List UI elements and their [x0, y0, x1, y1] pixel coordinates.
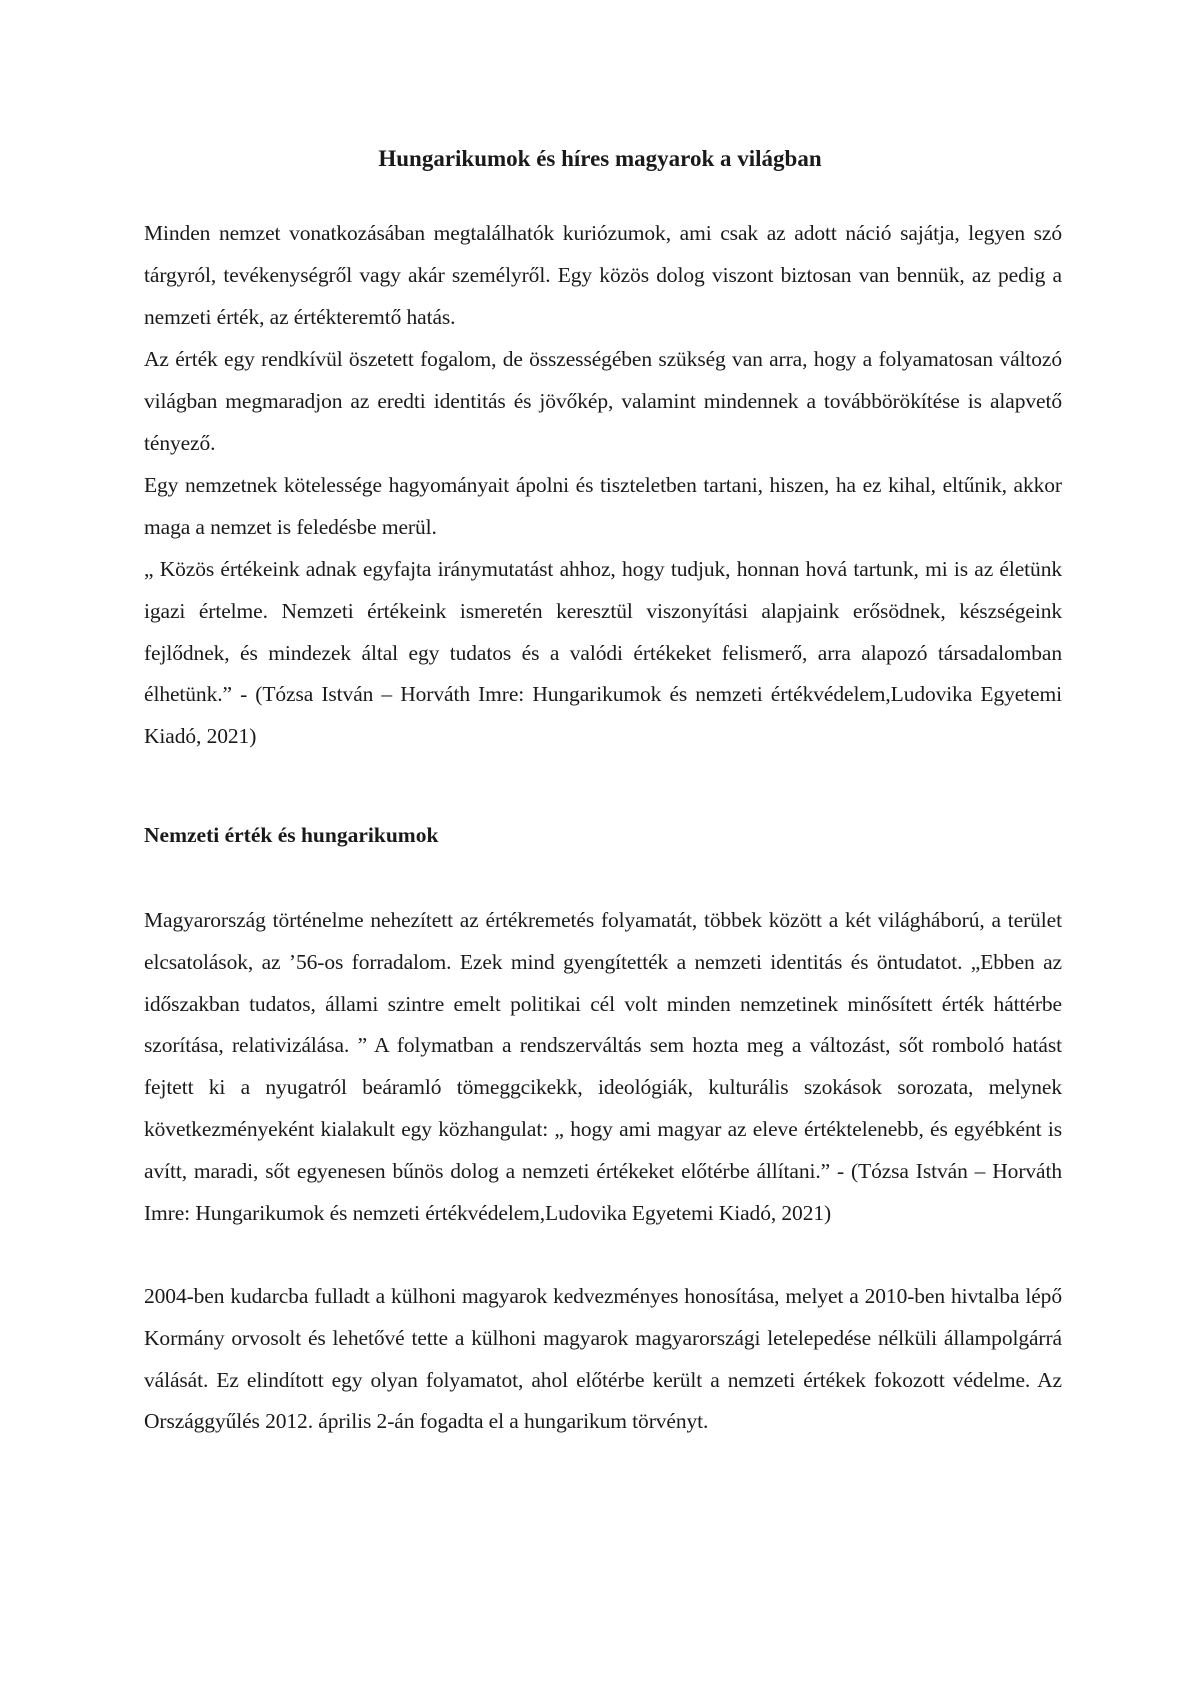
paragraph-citizenship: 2004-ben kudarcba fulladt a külhoni magyarok kedvezményes honosítása, melyet a 2010-ben hivtalba lépő Kormány orvosolt és lehetővé tette a külhoni magyarok magyarországi letelepedése nélküli állampolgárrá válását. Ez elindított egy olyan folyamatot, ahol előtérbe került a nemzeti értékek fokozott védelme. Az Országgyűlés 2012. április 2-án fogadta el a hungarikum törvényt.: [144, 1284, 1062, 1434]
paragraph-value-concept: Az érték egy rendkívül öszetett fogalom, de összességében szükség van arra, hogy a folyamatosan változó világban megmaradjon az eredti identitás és jövőkép, valamint mindennek a továbbörökítése is alapvető tényező.: [144, 347, 1062, 455]
paragraph-nation-duty: Egy nemzetnek kötelessége hagyományait ápolni és tiszteletben tartani, hiszen, ha ez kihal, eltűnik, akkor maga a nemzet is feledésbe merül.: [144, 473, 1062, 539]
section-heading: Nemzeti érték és hungarikumok: [144, 823, 439, 847]
paragraph-history: Magyarország történelme nehezített az értékremetés folyamatát, többek között a két világháború, a terület elcsatolások, az ’56-os forradalom. Ezek mind gyengítették a nemzeti identitás és öntudatot. „Ebben az időszakban tudatos, állami szintre emelt politikai cél volt minden nemzetinek minősített érték háttérbe szorítása, relativizálása. ” A folymatban a rendszerváltás sem hozta meg a változást, sőt romboló hatást fejtett ki a nyugatról beáramló tömeggcikekk, ideológiák, kulturális szokások sorozata, melynek következményeként kialakult egy közhangulat: „ hogy ami magyar az eleve értéktelenebb, és egyébként is avítt, maradi, sőt egyenesen bűnös dolog a nemzeti értékeket előtérbe állítani.” - (Tózsa István – Horváth Imre: Hungarikumok és nemzeti értékvédelem,Ludovika Egyetemi Kiadó, 2021): [144, 908, 1062, 1225]
paragraph-quote: „ Közös értékeink adnak egyfajta iránymutatást ahhoz, hogy tudjuk, honnan hová tartunk, mi is az életünk igazi értelme. Nemzeti értékeink ismeretén keresztül viszonyítási alapjaink erősödnek, készségeink fejlődnek, és mindezek által egy tudatos és a valódi értékeket felismerő, arra alapozó társadalomban élhetünk.” - (Tózsa István – Horváth Imre: Hungarikumok és nemzeti értékvédelem,Ludovika Egyetemi Kiadó, 2021): [144, 557, 1062, 749]
document-title: Hungarikumok és híres magyarok a világban: [378, 146, 822, 171]
paragraph-intro: Minden nemzet vonatkozásában megtalálhatók kuriózumok, ami csak az adott náció sajátja, legyen szó tárgyról, tevékenységről vagy akár személyről. Egy közös dolog viszont biztosan van bennük, az pedig a nemzeti érték, az értékteremtő hatás.: [144, 221, 1062, 329]
